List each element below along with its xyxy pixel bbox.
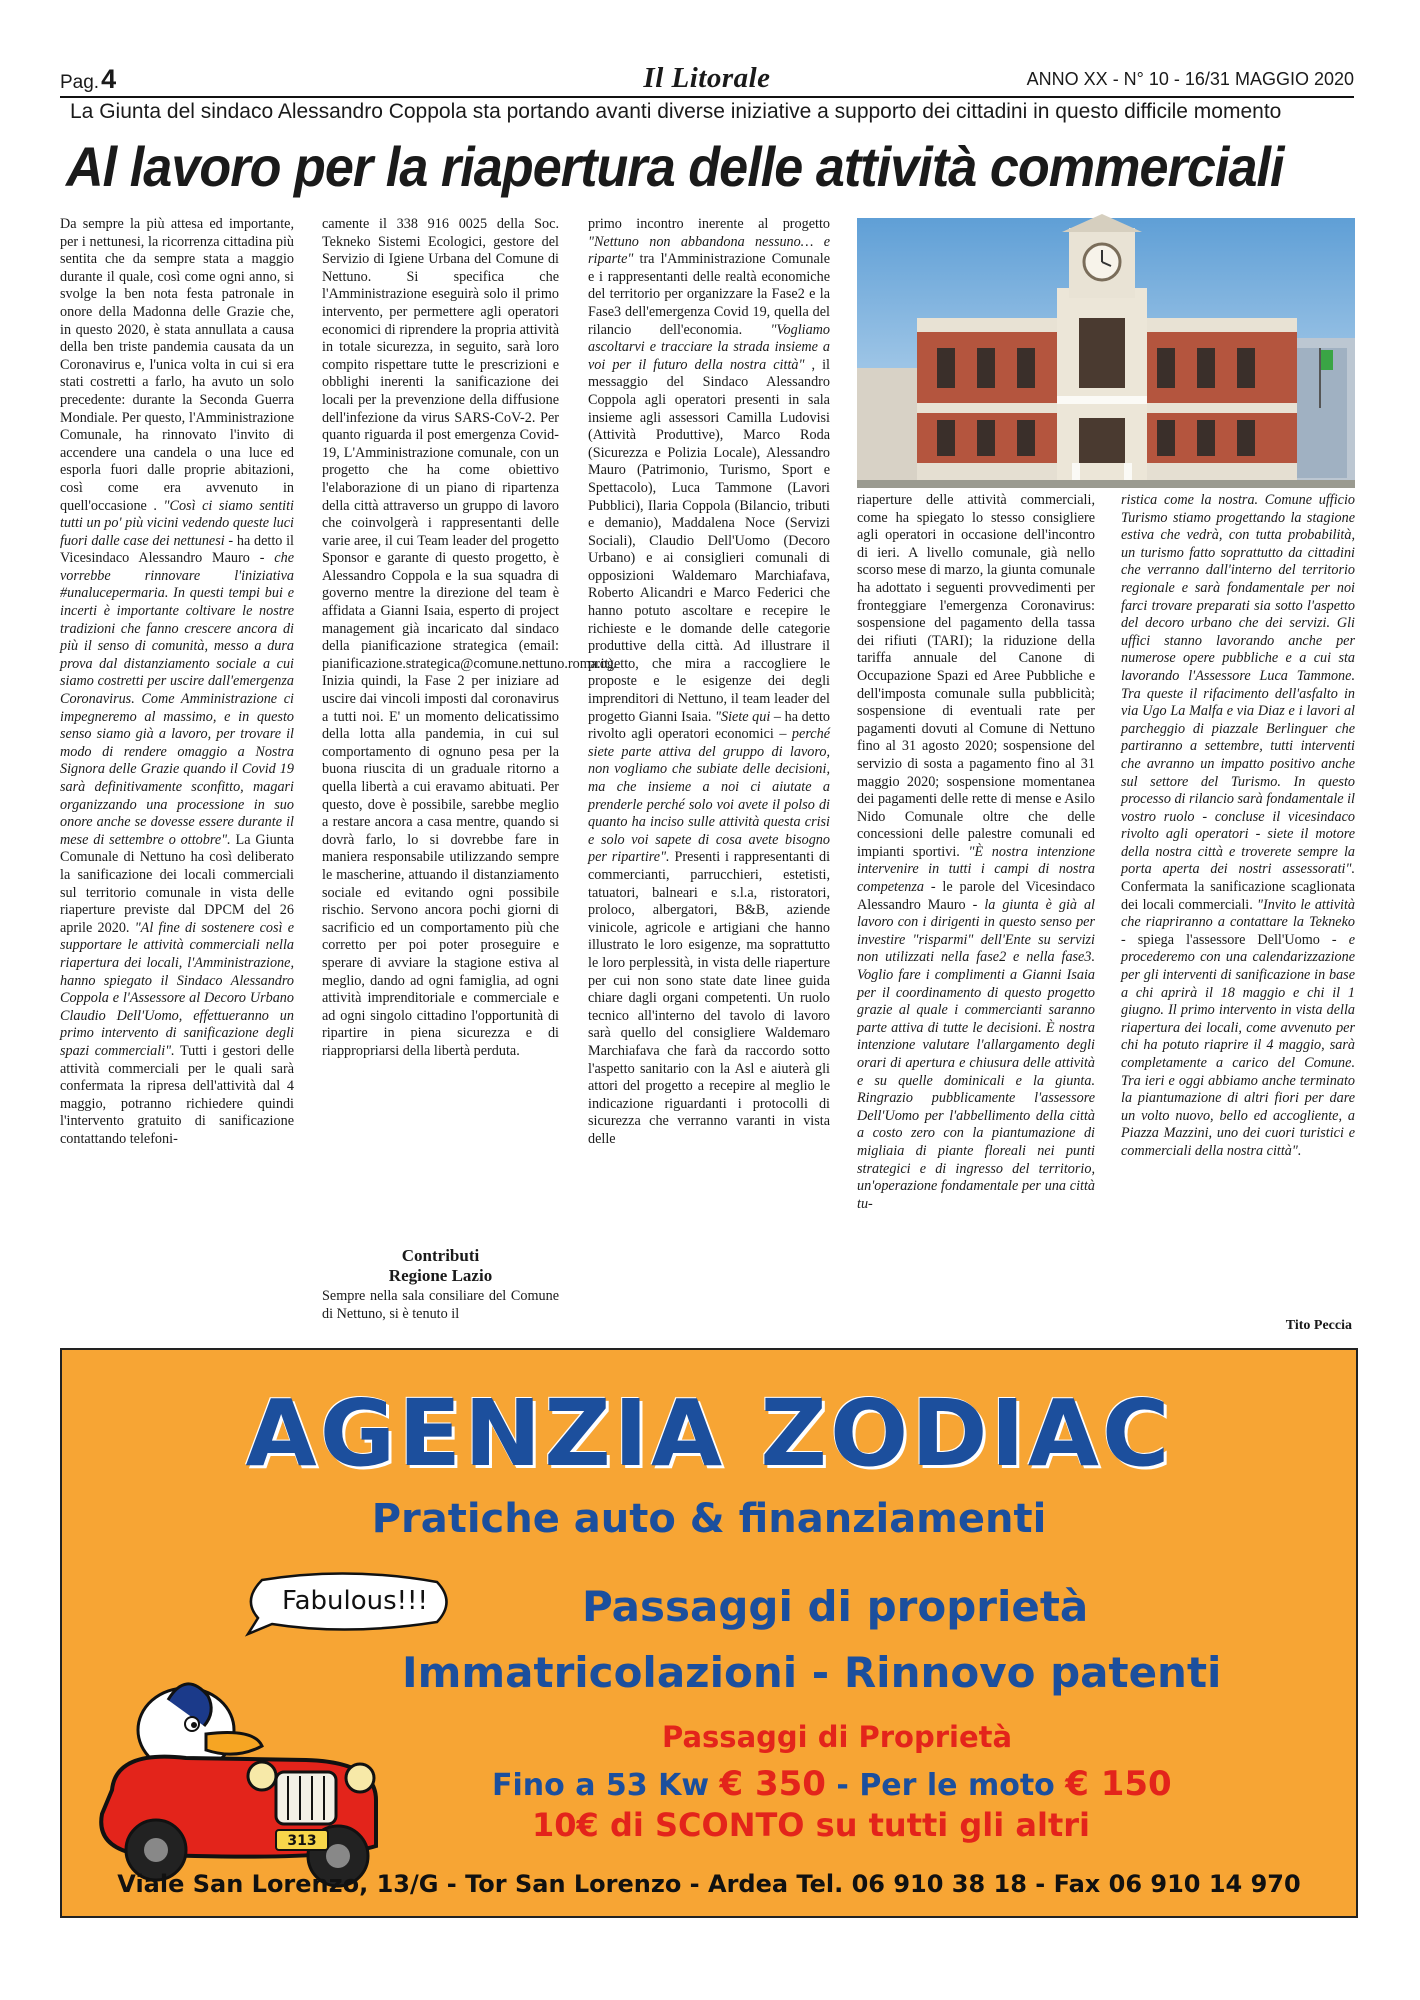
col3-segment: Presenti i rappresentanti di commercianti, parrucchieri, estetisti, tatuatori, balneari e s.l.a, ristoratori, proloco, albergatori, B&B, aziende vinicole, agricole e artigiani che hanno illustrato le loro esigenze, ma soprattutto le loro perplessità, in vista delle riaperture per cui non sono state date linee guida chiare dagli organi competenti. <box>588 849 831 1007</box>
bubble-text: Fabulous!!! <box>282 1586 428 1616</box>
article-column-3 <box>588 216 830 1320</box>
col3-segment: primo incontro inerente al progetto <box>588 216 830 232</box>
town-hall-illustration <box>857 218 1355 488</box>
author-byline: Tito Peccia <box>1285 1318 1352 1333</box>
page-number: Pag.4 <box>60 64 117 94</box>
col5-segment: "Invito le attività che riapriranno a contattare la Tekneko <box>1121 896 1356 931</box>
col1-segment: - ha detto il Vicesindaco Alessandro Mauro - <box>60 532 294 567</box>
issue-info: ANNO XX - N° 10 - 16/31 MAGGIO 2020 <box>1026 69 1354 89</box>
article-column-5 <box>1121 492 1355 1292</box>
article-column-1 <box>60 216 294 1319</box>
price-kw: € 350 <box>719 1764 826 1804</box>
price-moto: € 150 <box>1065 1764 1172 1804</box>
advertisement <box>60 1348 1358 1918</box>
article-column-2 <box>322 216 617 1240</box>
price-label-kw: Fino a 53 Kw <box>492 1768 710 1803</box>
ad-title: AGENZIA ZODIAC <box>245 1380 1173 1487</box>
col3-segment: "Siete qui <box>715 708 771 725</box>
col1-segment: Tutti i gestori delle attività commerciali per le quali sarà confermata la ripresa dell'attività dal 4 maggio, potranno richiedere quindi l'intervento gratuito di sanificazione contattando telefoni- <box>60 1042 295 1147</box>
col5-segment: e procederemo con una calendarizzazione per gli interventi di sanificazione in base a chi aprirà il 18 maggio e chi il 1 giugno. Il primo intervento in vista della riapertura dei locali, come avvenuto per chi ha potuto riaprire il 4 maggio, sarà completamente a carico del Comune. Tra ieri e oggi abbiamo anche terminato la piantumazione di altri fiori per dare un volto nuovo, bello ed accogliente, a Piazza Mazzini, uno dei cuori turistici e commerciali della nostra città". <box>1121 931 1356 1159</box>
col3-segment: – ha detto rivolto agli operatori economici – <box>588 708 830 743</box>
col3-segment: Un ruolo tecnico all'interno del tavolo di lavoro sarà quello del consigliere Waldemaro Marchiafava che farà da raccordo sotto l'aspetto sanitario con la Asl e aiuterà gli attori del progetto a recepire al meglio le indicazione riguardanti i protocolli di sicurezza che verranno varanti in vista delle <box>588 990 830 1147</box>
ad-discount: 10€ di SCONTO su tutti gli altri <box>532 1806 1090 1844</box>
col5-segment: - spiega l'assessore Dell'Uomo - <box>1121 931 1337 948</box>
col4-segment: "È nostra intenzione intervenire in tutti i campi di nostra competenza <box>857 843 1096 896</box>
ad-line-passaggi-proprieta: Passaggi di Proprietà <box>662 1720 1013 1754</box>
ad-subtitle: Pratiche auto & finanziamenti <box>371 1496 1047 1542</box>
price-label-moto: Per le moto <box>859 1768 1055 1803</box>
headline: Al lavoro per la riapertura delle attività commerciali <box>66 135 1284 198</box>
col5-segment: Confermata la sanificazione scaglionata dei locali commerciali. <box>1121 879 1355 913</box>
col5-segment: Tra queste il rifacimento dell'asfalto in via Ugo La Malfa e via Diaz e i lavori al parcheggio di piazzale Berlinguer che partiranno a settembre, tutti interventi che avranno un impatto positivo anche sul settore del Turismo. In questo processo di rilancio sarà fondamentale il vostro ruolo - <box>1121 685 1355 825</box>
cartoon-car-icon <box>76 1600 406 1900</box>
license-plate: 313 <box>287 1833 317 1849</box>
article-column-2-tail: Sempre nella sala consiliare del Comune di Nettuno, si è tenuto il <box>322 1288 559 1322</box>
ad-line-passaggi: Passaggi di proprietà <box>582 1582 1089 1631</box>
col4-segment: la giunta è già al lavoro con i dirigenti in questo senso per investire "risparmi" dell'Ente su servizi non utilizzati nella fase2 e nella fase3. Voglio fare i complimenti a Gianni Isaia per il coordinamento di questo progetto grazie al quale i commercianti saranno parte attiva di tutte le decisioni. È nostra intenzione valutare l'allargamento degli orari di apertura e chiusura delle attività e su quelle dominicali e la giunta. Ringrazio pubblicamente l'assessore Dell'Uomo per l'abbellimento della città a costo zero con la piantumazione di migliaia di piante floreali nei punti strategici e di ingresso del territorio, un'operazione fondamentale per una città tu- <box>857 896 1095 1212</box>
col1-segment: Da sempre la più attesa ed importante, per i nettunesi, la ricorrenza cittadina più sentita che da sempre stata a maggio durante il quale, così come ogni anno, si svolge la ben nota festa patronale in onore della Madonna delle Grazie che, in questo 2020, è stata annullata a causa della ben triste pandemia causata da un Coronavirus e, l'unica volta in cui si era stati costretti a farlo, ha avuto un solo precedente: durante la Seconda Guerra Mondiale. Per questo, l'Amministrazione Comunale, ha rinnovato l'invito di accendere una candela o una luce ed esporla fuori dalle proprie abitazioni, così come era avvenuto in quell'occasione . <box>60 216 294 514</box>
column-2-text: camente il 338 916 0025 della Soc. Tekneko Sistemi Ecologici, gestore del Servizio di Igiene Urbana del Comune di Nettuno. Si specifica che l'Amministrazione eseguirà solo il primo intervento, per permettere agli operatori economici di riprendere la propria attività in totale sicurezza, in seguito, sarà loro compito rispettare tutte le prescrizioni e obblighi inerenti la sanificazione dei locali per la prevenzione della diffusione dell'infezione da virus SARS-CoV-2. Per quanto riguarda il post emergenza Covid-19, L'Amministrazione comunale, con un progetto che ha come obiettivo l'elaborazione di un piano di ripartenza della città attraverso un gruppo di lavoro che coinvolgerà i rappresentanti delle varie aree, il cui Team leader del progetto Sponsor e garante di questo progetto, è Alessandro Coppola e la sua squadra di governo mentre la direzione del team è affidata a Gianni Isaia, esperto di project management già incaricato dal sindaco della pianificazione strategica (email: pianificazione.strategica@comune.nettuno.roma.it). Inizia quindi, la Fase 2 per iniziare ad uscire dai vincoli imposti dal coronavirus a tutti noi. E' un momento delicatissimo della lotta alla pandemia, in cui sul comportamento di ognuno pesa per la buona riuscita di un graduale ritorno a quella libertà a cui eravamo abituati. Per questo, dove è possibile, sarebbe meglio a restare ancora a casa mentre, quando si dovrà farlo, lo si dovrebbe fare in maniera responsabile utilizzando sempre le mascherine, attuando il distanziamento sociale ed evitando ogni possibile rischio. Servono ancora pochi giorni di sacrificio ed un comportamento più che corretto per poi poter proseguire e sperare di avviare la stagione estiva al meglio, dando ad ogni famiglia, ad ogni attività imprenditoriale e commerciale e ad ogni singolo cittadino l'opportunità di ripartire in piena sicurezza e di riappropriarsi della libertà perduta. <box>322 216 617 1059</box>
col5-segment: ristica come la nostra. Comune ufficio Turismo stiamo progettando la stagione estiva che vedrà, con tutta probabilità, un turismo fatto soprattutto da cittadini che verranno dall'interno del territorio regionale e sarà fondamentale per noi farci trovare preparati sia sotto l'aspetto del decoro urbano che dei servizi. Gli uffici stanno lavorando anche per numerose opere pubbliche e a cui sta lavorando l'Assessore Luca Tammone. <box>1121 492 1355 684</box>
article-column-4 <box>857 492 1095 1320</box>
col4-segment: - le parole del Vicesindaco Alessandro Mauro - <box>857 879 1095 913</box>
masthead: Il Litorale <box>643 62 771 94</box>
ad-prices <box>492 1764 1172 1804</box>
col1-segment: La Giunta Comunale di Nettuno ha così deliberato la sanificazione dei locali commerciali sul territorio comunale in vista delle riaperture previste dal DPCM del 26 aprile 2020. <box>60 831 294 936</box>
price-separator: - <box>836 1768 849 1803</box>
kicker: La Giunta del sindaco Alessandro Coppola sta portando avanti diverse iniziative a supporto dei cittadini in questo difficile momento <box>70 100 1282 123</box>
ad-line-immatricolazioni: Immatricolazioni - Rinnovo patenti <box>402 1648 1222 1697</box>
col4-segment: riaperture delle attività commerciali, come ha spiegato lo stesso consigliere agli operatori in occasione dell'incontro di ieri. A livello comunale, già nello scorso mese di marzo, la giunta comunale ha adottato i seguenti provvedimenti per fronteggiare l'emergenza Coronavirus: sospensione del pagamento della tassa dei rifiuti (TARI); la riduzione della tariffa annuale del Canone di Occupazione Spazi ed Aree Pubbliche e dell'imposta comunale sulla pubblicità; sospensione di eventuali rate per pagamenti dovuti al Comune di Nettuno fino al 31 agosto 2020; sospensione del servizio di sosta a pagamento fino al 31 maggio 2020; sospensione momentanea dei pagamenti delle rette di mense e Asilo Nido Comunale oltre che delle concessioni delle palestre comunali ed impianti sportivi. <box>857 492 1095 860</box>
ad-contact-footer: Viale San Lorenzo, 13/G - Tor San Lorenzo - Ardea Tel. 06 910 38 18 - Fax 06 910 14 970 <box>117 1870 1301 1898</box>
town-hall-photo <box>857 218 1355 488</box>
subhead-contributi: Contributi Regione Lazio <box>388 1246 493 1285</box>
col5-segment: concluse il vicesindaco rivolto agli operatori - siete il motore della nostra città e troverete sempre la porta aperta dei nostri assessorati". <box>1121 808 1355 878</box>
col3-segment: "Nettuno non abbandona nessuno… e riparte" <box>588 233 830 268</box>
col1-segment: "Al fine di sostenere così e supportare le attività commerciali nella riapertura dei locali, l'Amministrazione, hanno spiegato il Sindaco Alessandro Coppola e l'Assessore al Decoro Urbano Claudio Dell'Uomo, effettueranno un primo intervento di sanificazione degli spazi commerciali". <box>60 919 295 1059</box>
col3-segment: tra l'Amministrazione Comunale e i rappresentanti delle realtà economiche del territorio per organizzare la Fase2 e la Fase3 dell'emergenza Covid 19, quella del rilancio dell'economia. <box>588 251 831 338</box>
col1-segment: "Così ci siamo sentiti tutti un po' più vicini vedendo queste luci fuori dalle case dei nettunesi <box>60 497 295 549</box>
col3-segment: "Vogliamo ascoltarvi e tracciare la strada insieme a voi per il futuro della nostra città" <box>588 321 831 373</box>
col3-segment: perché siete parte attiva del gruppo di lavoro, non vogliamo che subiate delle decisioni, ma che insieme a noi ci aiutate a prenderle perché solo voi avete il polso di quanto ha inciso sulle attività questa crisi e solo voi sapete di cosa avete bisogno per ripartire". <box>588 726 830 866</box>
col3-segment: , il messaggio del Sindaco Alessandro Coppola agli operatori presenti in sala insieme agli assessori Camilla Ludovisi (Attività Produttive), Marco Roda (Sicurezza e Polizia Locale), Alessandro Mauro (Patrimonio, Turismo, Sport e Spettacolo), Luca Tammone (Lavori Pubblici), Ilaria Coppola (Bilancio, tributi e demanio), Maddalena Noce (Servizi Sociali), Claudio Dell'Uomo (Decoro Urbano) e ai consiglieri comunali di opposizioni Waldemaro Marchiafava, Roberto Alicandri e Marco Federici che hanno potuto ascoltare e recepire le richieste e le domande delle categorie produttive della città. Ad illustrare il progetto, che mira a raccogliere le proposte e le esigenze dei degli imprenditori di Nettuno, il team leader del progetto Gianni Isaia. <box>588 356 830 725</box>
page-header <box>60 62 1354 98</box>
col1-segment: che vorrebbe rinnovare l'iniziativa #unalucepermaria. In questi tempi bui e incerti è importante coltivare le nostre tradizioni che fanno crescere ancora di più il senso di comunità, messo a dura prova dal distanziamento sociale a cui siamo costretti per uscire dall'emergenza Coronavirus. Come Amministrazione ci impegneremo al massimo, e in questo senso siamo già a lavoro, per trovare il modo di rendere omaggio a Nostra Signora delle Grazie quando il Covid 19 sarà definitivamente sconfitto, magari organizzando una processione in suo onore anche se dovesse essere durante il mese di settembre o ottobre". <box>60 550 294 848</box>
